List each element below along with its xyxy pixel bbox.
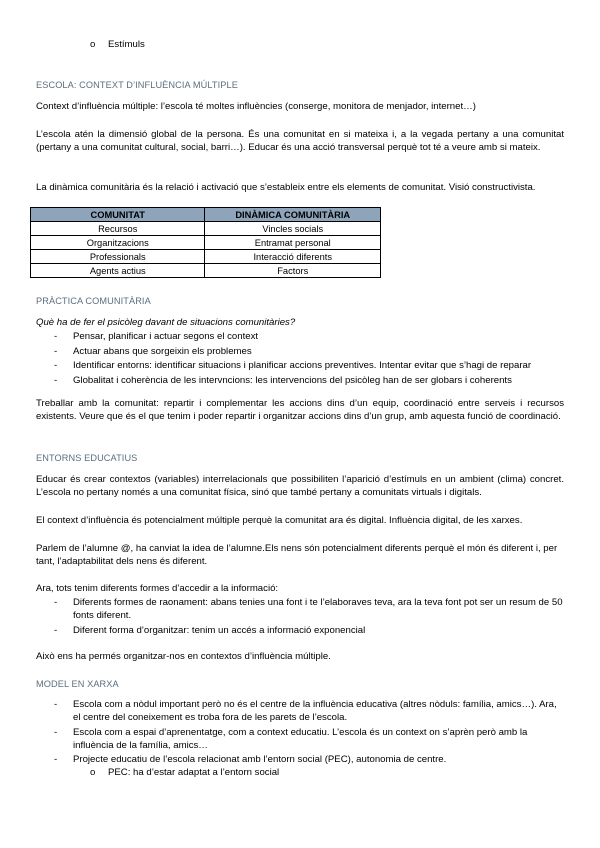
list-item: - Actuar abans que sorgeixin els problemes — [54, 345, 252, 357]
table-cell: Factors — [205, 264, 381, 278]
sub-list-item-text: Estímuls — [108, 39, 145, 50]
section-heading-escola: ESCOLA: CONTEXT D’INFLUÈNCIA MÚLTIPLE — [36, 80, 238, 90]
paragraph: La dinàmica comunitària és la relació i activació que s’estableix entre els elements de comunitat. Visió constructivista. — [36, 182, 536, 193]
paragraph: L’escola atén la dimensió global de la persona. És una comunitat en si mateixa i, a la vegada pertany a una comunitat (pertany a una comunitat cultural, social, barri…). Educar és una acció transversal perquè tot té a veure amb si mateix. — [36, 129, 564, 153]
paragraph: Context d’influència múltiple: l’escola té moltes influències (conserge, monitora de menjador, internet…) — [36, 101, 476, 112]
table-cell: Entramat personal — [205, 236, 381, 250]
table-cell: Organitzacions — [31, 236, 205, 250]
table-row — [31, 264, 381, 278]
table-row — [31, 222, 381, 236]
paragraph: Educar és crear contextos (variables) interrelacionals que possibiliten l’aparició d’estímuls en un ambient (clima) concret. L’escola no pertany només a una comunitat física, sinó que també pertany a comunitats virtuals i digitals. — [36, 474, 564, 498]
list-item: - Identificar entorns: identificar situacions i planificar accions preventives. Intentar evitar que s’hagi de reparar — [54, 360, 532, 371]
list-item: - Escola com a espai d’aprenentatge, com a context educatiu. L’escola és un context on s’aprèn però amb la influència de la família, amics… — [54, 726, 528, 751]
table-row — [31, 250, 381, 264]
list-item: - Diferents formes de raonament: abans tenies una font i te l’elaboraves teva, ara la teva font pot ser un resum de 50 fonts diferent. — [54, 597, 563, 621]
question-text: Què ha de fer el psicòleg davant de situacions comunitàries? — [36, 317, 296, 328]
table-cell: Vincles socials — [205, 222, 381, 236]
column-header: COMUNITAT — [31, 208, 205, 222]
table-header-row — [31, 208, 381, 222]
section-heading-practica: PRÀCTICA COMUNITÀRIA — [36, 296, 151, 306]
list-item: - Escola com a nòdul important però no és el centre de la influència educativa (altres nòduls: família, amics…). Ara, el centre del coneixement es troba fora de les parets de l’escola. — [54, 699, 557, 723]
circle-bullet-marker: o — [90, 767, 96, 778]
table-cell: Interacció diferents — [205, 250, 381, 264]
list-item: - Pensar, planificar i actuar segons el context — [54, 331, 259, 342]
paragraph: Això ens ha permés organitzar-nos en contextos d’influència múltiple. — [36, 651, 331, 662]
entorns-list — [54, 596, 564, 638]
list-item: - Projecte educatiu de l’escola relacionat amb l’entorn social (PEC), autonomia de centre. — [54, 754, 447, 765]
table-cell: Professionals — [31, 250, 205, 264]
sub-list-item-text: PEC: ha d’estar adaptat a l’entorn social — [108, 767, 280, 778]
list-item: - Diferent forma d’organitzar: tenim un accés a informació exponencial — [54, 624, 366, 636]
table-row — [31, 236, 381, 250]
list-item: - Globalitat i coherència de les intervncions: les intervencions del psicòleg han de ser globars i coherents — [54, 374, 512, 386]
paragraph: Parlem de l’alumne @, ha canviat la idea de l’alumne.Els nens són potencialment diferents perquè el món és diferent i, per tant, l’adaptabilitat dels nens és diferent. — [36, 543, 558, 567]
comunitat-table — [30, 207, 381, 278]
paragraph: El context d’influència és potencialment múltiple perquè la comunitat ara és digital. Influència digital, de les xarxes. — [36, 515, 523, 526]
sub-list-item-pec — [90, 766, 279, 779]
column-header: DINÀMICA COMUNITÀRIA — [205, 208, 381, 222]
model-list — [54, 698, 564, 768]
practica-list — [54, 330, 564, 388]
sub-list-item-estimuls — [90, 38, 145, 51]
section-heading-model: MODEL EN XARXA — [36, 679, 119, 689]
paragraph: Treballar amb la comunitat: repartir i complementar les accions dins d’un equip, coordinació entre serveis i recursos existents. Veure que és el que tenim i poder repartir i organitzar accions dins d’un grup, amb aquesta funció de coordinació. — [36, 398, 564, 422]
section-heading-entorns: ENTORNS EDUCATIUS — [36, 453, 138, 463]
table-cell: Recursos — [31, 222, 205, 236]
circle-bullet-marker: o — [90, 39, 96, 50]
table-cell: Agents actius — [31, 264, 205, 278]
paragraph: Ara, tots tenim diferents formes d’accedir a la informació: — [36, 583, 279, 594]
